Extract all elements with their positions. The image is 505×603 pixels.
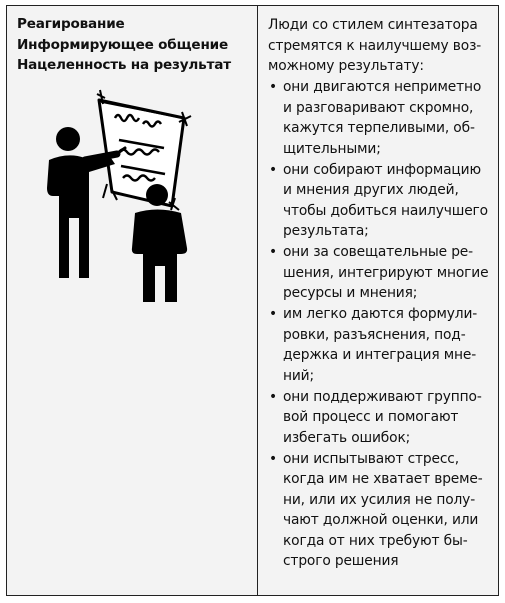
list-item-text: они собирают информацию и мнения других людей, чтобы добиться наилучшего результата; bbox=[283, 161, 488, 239]
traits-list bbox=[268, 77, 496, 572]
list-item-text: они двигаются неприметно и разговаривают скромно, кажутся терпеливыми, об- щительными; bbox=[283, 79, 482, 157]
right-cell bbox=[258, 6, 498, 595]
label-result-orientation: Нацеленность на результат bbox=[17, 57, 231, 73]
list-item bbox=[268, 160, 496, 242]
style-table bbox=[6, 5, 499, 596]
poster-sheet-icon bbox=[97, 90, 191, 210]
list-item bbox=[268, 449, 496, 572]
bullet-icon: • bbox=[269, 161, 277, 178]
label-reacting: Реагирование bbox=[17, 16, 125, 32]
presenter-and-listener-icon bbox=[19, 88, 247, 318]
bullet-icon: • bbox=[269, 244, 277, 260]
bullet-icon: • bbox=[269, 79, 277, 95]
list-item-text: им легко даются формули- ровки, разъяснения, под- держка и интеграция мне- ний; bbox=[283, 306, 478, 384]
left-cell bbox=[7, 6, 258, 595]
list-item-text: они за совещательные ре- шения, интегрируют многие ресурсы и мнения; bbox=[283, 244, 489, 301]
bullet-icon: • bbox=[269, 450, 277, 467]
presentation-illustration bbox=[19, 88, 247, 318]
style-labels bbox=[17, 14, 231, 76]
label-informing-communication: Информирующее общение bbox=[17, 36, 228, 53]
list-item-text: они поддерживают группо- вой процесс и помогают избегать ошибок; bbox=[283, 388, 482, 446]
listener-figure-icon bbox=[132, 184, 187, 302]
bullet-icon: • bbox=[269, 306, 277, 322]
bullet-icon: • bbox=[269, 388, 277, 405]
intro-text: Люди со стилем синтезатора стремятся к наилучшему воз- можному результату: bbox=[268, 17, 482, 74]
list-item bbox=[268, 77, 496, 159]
list-item bbox=[268, 242, 496, 304]
list-item bbox=[268, 304, 496, 386]
list-item bbox=[268, 387, 496, 449]
list-item-text: они испытывают стресс, когда им не хватает време- ни, или их усилия не полу- чают должной оценки, или когда от них требуют бы- строго решения bbox=[283, 450, 483, 569]
